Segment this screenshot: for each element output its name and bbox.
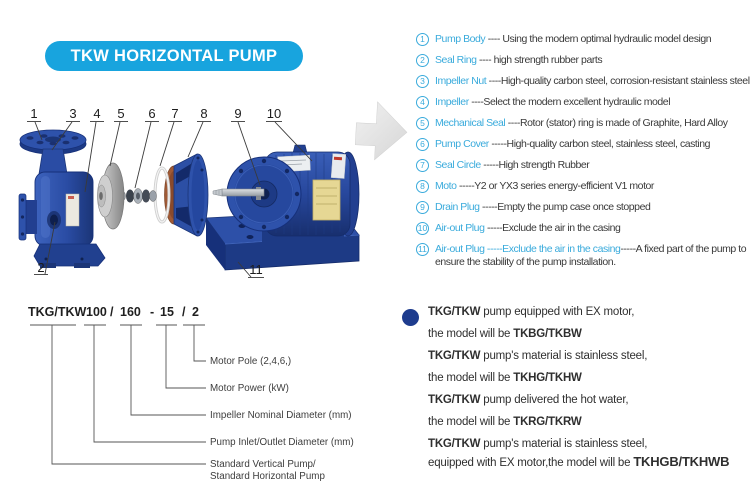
part-description: -----Exclude the air in the casing [486,222,621,234]
callout-number-7: 7 [171,106,179,121]
part-name: Moto [435,180,460,192]
model-label-power: Motor Power (kW) [210,383,289,394]
part-text [435,159,589,172]
part-text [435,96,670,109]
bullet-icon [402,309,419,326]
callout-number-3: 3 [69,106,77,121]
model-power: 15 [160,305,174,319]
part-text [435,201,650,214]
model-label-inlet: Pump Inlet/Outlet Diameter (mm) [210,437,354,448]
note-line-4 [428,372,754,386]
note-line-1 [428,306,754,320]
callout-number-4: 4 [93,106,101,121]
model-variant-notes [402,306,754,479]
callout-number-8: 8 [200,106,208,121]
callout-number-6: 6 [148,106,156,121]
callout-number-1: 1 [30,106,38,121]
part-description: -----High strength Rubber [483,159,590,171]
model-inlet: 100 [86,305,107,319]
part-text [435,222,620,235]
model-sep2: - [150,305,155,319]
model-nomenclature-diagram [20,298,370,498]
part-item-1 [416,33,756,46]
part-item-3 [416,75,756,88]
model-label-series-1: Standard Vertical Pump/ [210,459,316,470]
model-code-text: TKG/TKW [428,306,481,318]
note-line-8 [428,454,754,471]
right-arrow-icon [355,101,409,162]
part-name: Air-out Plug -----Exclude the air in the casing [435,243,621,255]
note-text: pump's material is stainless steel, [480,438,648,451]
model-code-text: TKHG/TKHW [513,372,582,385]
title-banner [45,41,303,71]
model-label-pole: Motor Pole (2,4,6,) [210,356,292,367]
part-description: -----Empty the pump case once stopped [482,201,651,213]
pump-cover [165,154,209,236]
part-description: ----High-quality carbon steel, corrosion-resistant stainless steel [488,75,750,87]
part-description: -----High-quality carbon steel, stainless steel, casting [491,138,711,150]
note-line-5 [428,394,754,408]
part-name: Mechanical Seal [435,117,508,129]
part-description: ---- Using the modern optimal hydraulic model design [487,33,712,45]
part-name: Pump Cover [435,138,492,150]
part-description: -----Y2 or YX3 series energy-efficient V1 motor [459,180,654,192]
part-number-badge: 7 [416,159,429,172]
model-code-text: TKBG/TKBW [513,328,582,341]
part-item-9 [416,201,756,214]
part-description: ----Rotor (stator) ring is made of Graphite, Hard Alloy [507,117,728,129]
callout-number-2: 2 [37,260,45,275]
part-number-badge: 1 [416,33,429,46]
note-text: pump delivered the hot water, [480,394,629,407]
part-name: Air-out Plug [435,222,487,234]
note-line-3 [428,350,754,364]
part-name: Seal Circle [435,159,484,171]
part-item-10 [416,222,756,235]
model-sep3: / [182,305,186,319]
part-name: Impeller Nut [435,75,489,87]
part-name: Seal Ring [435,54,479,66]
part-text [435,33,711,46]
note-text: pump equipped with EX motor, [480,306,635,318]
callout-number-10: 10 [266,106,282,121]
note-text: equipped with EX motor,the model will be [428,456,634,469]
part-number-badge: 8 [416,180,429,193]
part-item-5 [416,117,756,130]
note-text: the model will be [428,372,514,385]
note-text: the model will be [428,328,514,341]
part-number-badge: 4 [416,96,429,109]
part-description: ---- high strength rubber parts [478,54,603,66]
model-label-series-2: Standard Horizontal Pump [210,471,325,482]
notes-lines [428,306,754,471]
part-number-badge: 11 [416,243,429,256]
pump-body [19,130,105,268]
model-tree-lines [30,325,206,464]
model-sep1: / [110,305,114,319]
note-line-2 [428,328,754,342]
part-text [435,54,602,67]
part-number-badge: 9 [416,201,429,214]
model-code-text: TKG/TKW [428,438,481,451]
part-text [435,180,654,193]
note-line-7 [428,438,754,452]
model-code-text: TKG/TKW [428,394,481,407]
part-item-11 [416,243,756,269]
part-item-4 [416,96,756,109]
model-code-text: TKG/TKW [428,350,481,363]
note-text: the model will be [428,416,514,429]
callout-number-9: 9 [234,106,242,121]
part-text [435,75,750,88]
model-code-text: TKHGB/TKHWB [633,453,730,469]
part-item-2 [416,54,756,67]
exploded-pump-diagram [10,100,410,295]
part-item-7 [416,159,756,172]
model-series: TKG/TKW [28,305,87,319]
part-description: -----A fixed part of the pump to ensure the stability of the pump installation. [435,243,747,268]
callout-number-5: 5 [117,106,125,121]
model-code [28,305,199,319]
part-name: Drain Plug [435,201,482,213]
part-number-badge: 3 [416,75,429,88]
model-code-text: TKRG/TKRW [513,416,582,429]
model-pole: 2 [192,305,199,319]
part-name: Impeller [435,96,472,108]
model-label-impeller: Impeller Nominal Diameter (mm) [210,410,352,421]
note-text: pump's material is stainless steel, [480,350,648,363]
part-text [435,138,710,151]
impeller [98,163,125,229]
page-title: TKW HORIZONTAL PUMP [70,46,278,65]
part-number-badge: 2 [416,54,429,67]
part-name: Pump Body [435,33,488,45]
note-line-6 [428,416,754,430]
part-item-8 [416,180,756,193]
part-description: ----Select the modern excellent hydraulic model [471,96,671,108]
parts-list [416,33,756,277]
part-number-badge: 6 [416,138,429,151]
model-impeller: 160 [120,305,141,319]
part-item-6 [416,138,756,151]
part-text [435,117,728,130]
part-number-badge: 5 [416,117,429,130]
part-number-badge: 10 [417,223,428,233]
callout-number-11: 11 [249,262,263,277]
part-text [435,243,756,269]
